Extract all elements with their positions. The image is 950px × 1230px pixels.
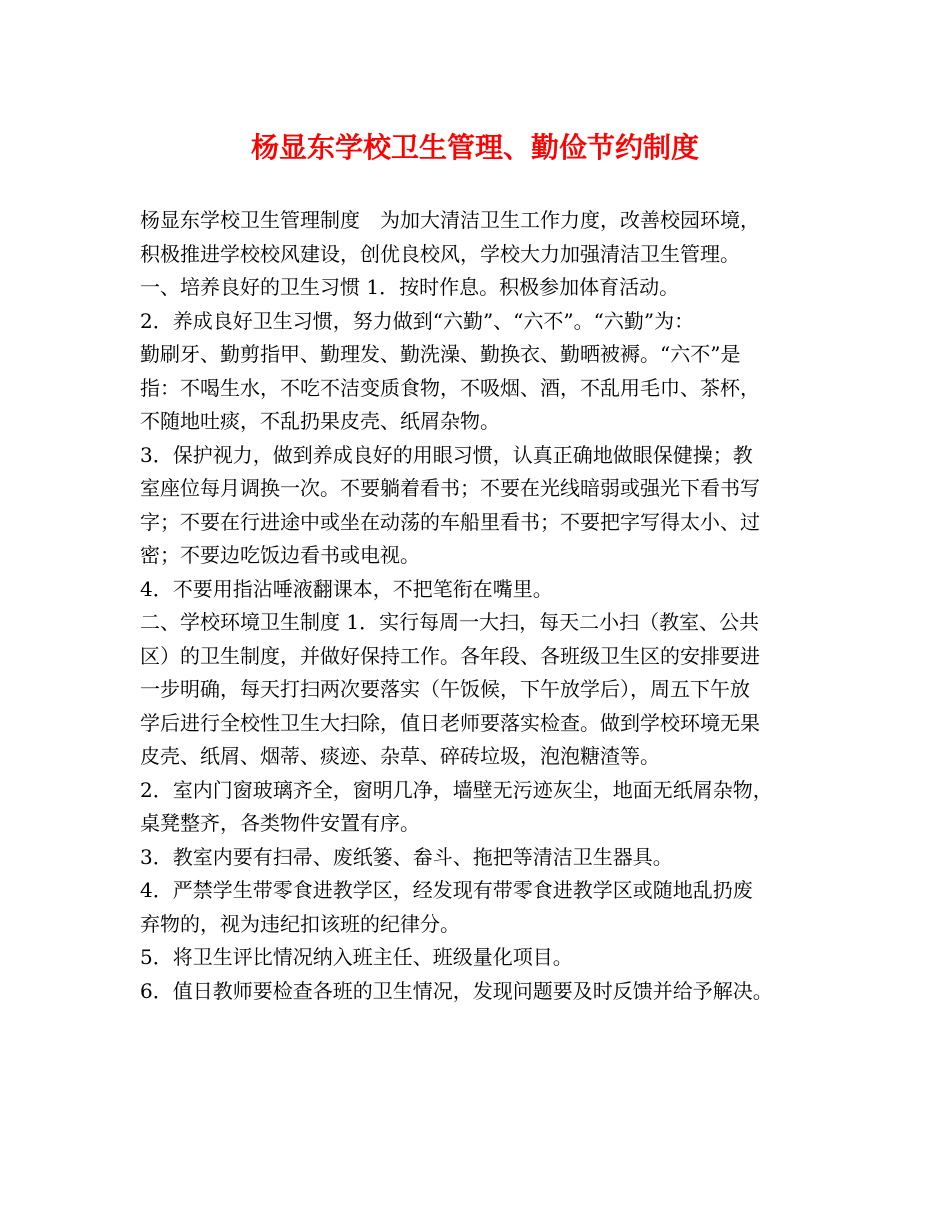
paragraph-line: 一、培养良好的卫生习惯 1．按时作息。积极参加体育活动。 [140, 275, 680, 299]
paragraph-line: 指：不喝生水，不吃不洁变质食物，不吸烟、酒，不乱用毛巾、茶杯， [140, 375, 760, 400]
paragraph-line: 4．严禁学生带零食进教学区，经发现有带零食进教学区或随地乱扔废 [140, 878, 753, 902]
paragraph-line: 6．值日教师要检查各班的卫生情况，发现问题要及时反馈并给予解决。 [140, 978, 773, 1003]
paragraph-line: 3．保护视力，做到养成良好的用眼习惯，认真正确地做眼保健操；教 [140, 442, 753, 467]
document-title: 杨显东学校卫生管理、勤俭节约制度 [250, 131, 699, 164]
paragraph-line: 2．室内门窗玻璃齐全，窗明几净，墙壁无污迹灰尘，地面无纸屑杂物， [140, 777, 773, 802]
paragraph-line: 二、学校环境卫生制度 1．实行每周一大扫，每天二小扫（教室、公共 [140, 610, 760, 634]
paragraph-line: 密；不要边吃饭边看书或电视。 [140, 543, 420, 567]
paragraph-line: 5．将卫生评比情况纳入班主任、班级量化项目。 [140, 945, 573, 969]
paragraph-line: 区）的卫生制度，并做好保持工作。各年段、各班级卫生区的安排要进 [140, 643, 760, 668]
paragraph-line: 弃物的，视为违纪扣该班的纪律分。 [140, 911, 460, 936]
document-body [140, 204, 830, 1008]
paragraph-line: 杨显东学校卫生管理制度 为加大清洁卫生工作力度，改善校园环境， [140, 208, 760, 232]
paragraph-line: 字；不要在行进途中或坐在动荡的车船里看书；不要把字写得太小、过 [140, 509, 760, 534]
paragraph-line: 不随地吐痰，不乱扔果皮壳、纸屑杂物。 [140, 409, 500, 433]
paragraph-line: 积极推进学校校风建设，创优良校风，学校大力加强清洁卫生管理。 [140, 241, 740, 266]
paragraph-line: 勤刷牙、勤剪指甲、勤理发、勤洗澡、勤换衣、勤晒被褥。“六不”是 [140, 342, 741, 366]
paragraph-line: 4．不要用指沾唾液翻课本，不把笔衔在嘴里。 [140, 576, 553, 601]
paragraph-line: 室座位每月调换一次。不要躺着看书；不要在光线暗弱或强光下看书写 [140, 476, 760, 500]
paragraph-line: 2．养成良好卫生习惯，努力做到“六勤”、“六不”。“六勤”为： [140, 308, 695, 333]
paragraph-line: 一步明确，每天打扫两次要落实（午饭候，下午放学后），周五下午放 [140, 677, 750, 701]
paragraph-line: 桌凳整齐，各类物件安置有序。 [140, 811, 420, 835]
paragraph-line: 皮壳、纸屑、烟蒂、痰迹、杂草、碎砖垃圾，泡泡糖渣等。 [140, 744, 660, 768]
paragraph-line: 学后进行全校性卫生大扫除，值日老师要落实检查。做到学校环境无果 [140, 710, 760, 735]
paragraph-line: 3．教室内要有扫帚、废纸篓、畚斗、拖把等清洁卫生器具。 [140, 844, 673, 869]
